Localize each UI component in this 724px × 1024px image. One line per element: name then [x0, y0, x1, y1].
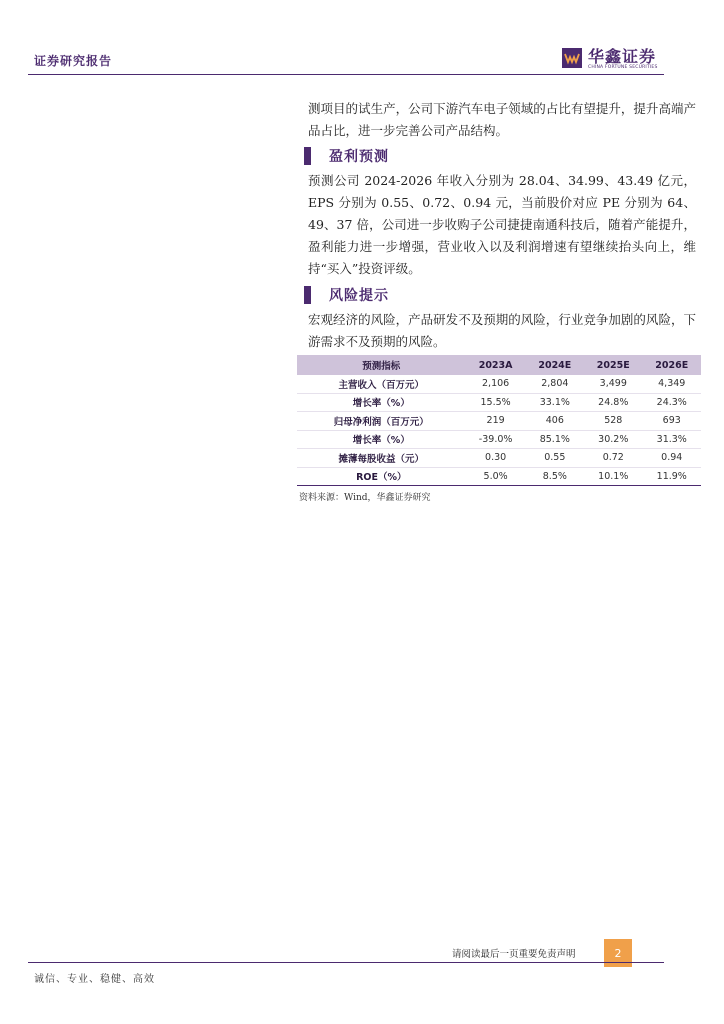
section-heading-forecast	[304, 146, 389, 166]
table-source: 资料来源：Wind，华鑫证券研究	[299, 493, 431, 503]
logo-text-en: CHINA FORTUNE SECURITIES	[588, 65, 658, 70]
company-logo	[562, 44, 672, 74]
section-bar	[304, 286, 311, 304]
table-cell: 85.1%	[526, 430, 584, 449]
table-cell: 0.72	[584, 449, 642, 468]
column-header: 2026E	[643, 355, 702, 375]
disclaimer-note: 请阅读最后一页重要免责声明	[452, 949, 576, 960]
table-row	[297, 375, 701, 393]
section-title: 盈利预测	[329, 149, 389, 165]
table-cell: 24.3%	[643, 393, 702, 412]
forecast-table	[297, 355, 701, 486]
header-divider	[28, 74, 664, 75]
section-bar	[304, 147, 311, 165]
forecast-block	[308, 170, 696, 280]
row-label: 归母净利润（百万元）	[297, 412, 466, 431]
table-cell: 8.5%	[526, 467, 584, 486]
table-cell: 31.3%	[643, 430, 702, 449]
table-cell: 2,804	[526, 375, 584, 393]
table-cell: 10.1%	[584, 467, 642, 486]
table-row	[297, 412, 701, 431]
table-cell: -39.0%	[466, 430, 526, 449]
table-cell: 30.2%	[584, 430, 642, 449]
section-heading-risk	[304, 285, 389, 305]
column-header: 2024E	[526, 355, 584, 375]
table-cell: 11.9%	[643, 467, 702, 486]
table-header-row	[297, 355, 701, 375]
logo-text-cn: 华鑫证券	[588, 47, 657, 66]
page-number: 2	[604, 939, 632, 967]
table-cell: 219	[466, 412, 526, 431]
row-label: 摊薄每股收益（元）	[297, 449, 466, 468]
table-cell: 0.94	[643, 449, 702, 468]
footer-divider	[28, 962, 664, 963]
logo-mark-icon	[562, 48, 582, 68]
intro-block	[308, 98, 696, 142]
table-cell: 5.0%	[466, 467, 526, 486]
row-label: 主营收入（百万元）	[297, 375, 466, 393]
table-cell: 4,349	[643, 375, 702, 393]
table-cell: 406	[526, 412, 584, 431]
table-row	[297, 393, 701, 412]
table-cell: 693	[643, 412, 702, 431]
column-header: 2025E	[584, 355, 642, 375]
table-cell: 528	[584, 412, 642, 431]
footer-motto: 诚信、专业、稳健、高效	[34, 974, 155, 985]
forecast-paragraph: 预测公司 2024-2026 年收入分别为 28.04、34.99、43.49 亿元，EPS 分别为 0.55、0.72、0.94 元，当前股价对应 PE 分别为 64、49、37 倍，公司进一步收购子公司捷捷南通科技后，随着产能提升，盈利能力进一步增强，营业收入以及利润增速有望继续抬头向上，维持“买入”投资评级。	[308, 173, 696, 276]
row-label: ROE（%）	[297, 467, 466, 486]
column-header: 2023A	[466, 355, 526, 375]
section-title: 风险提示	[329, 288, 389, 304]
risk-block	[308, 309, 696, 353]
risk-paragraph: 宏观经济的风险，产品研发不及预期的风险，行业竞争加剧的风险，下游需求不及预期的风险。	[308, 312, 696, 349]
table-cell: 0.30	[466, 449, 526, 468]
row-label: 增长率（%）	[297, 393, 466, 412]
table-row	[297, 467, 701, 486]
report-type-label: 证券研究报告	[34, 54, 113, 68]
table-cell: 0.55	[526, 449, 584, 468]
table-row	[297, 449, 701, 468]
column-header: 预测指标	[297, 355, 466, 375]
table-cell: 24.8%	[584, 393, 642, 412]
table-cell: 33.1%	[526, 393, 584, 412]
table-cell: 15.5%	[466, 393, 526, 412]
table-cell: 3,499	[584, 375, 642, 393]
intro-paragraph: 测项目的试生产，公司下游汽车电子领域的占比有望提升，提升高端产品占比，进一步完善公司产品结构。	[308, 101, 696, 138]
table-cell: 2,106	[466, 375, 526, 393]
table-row	[297, 430, 701, 449]
row-label: 增长率（%）	[297, 430, 466, 449]
